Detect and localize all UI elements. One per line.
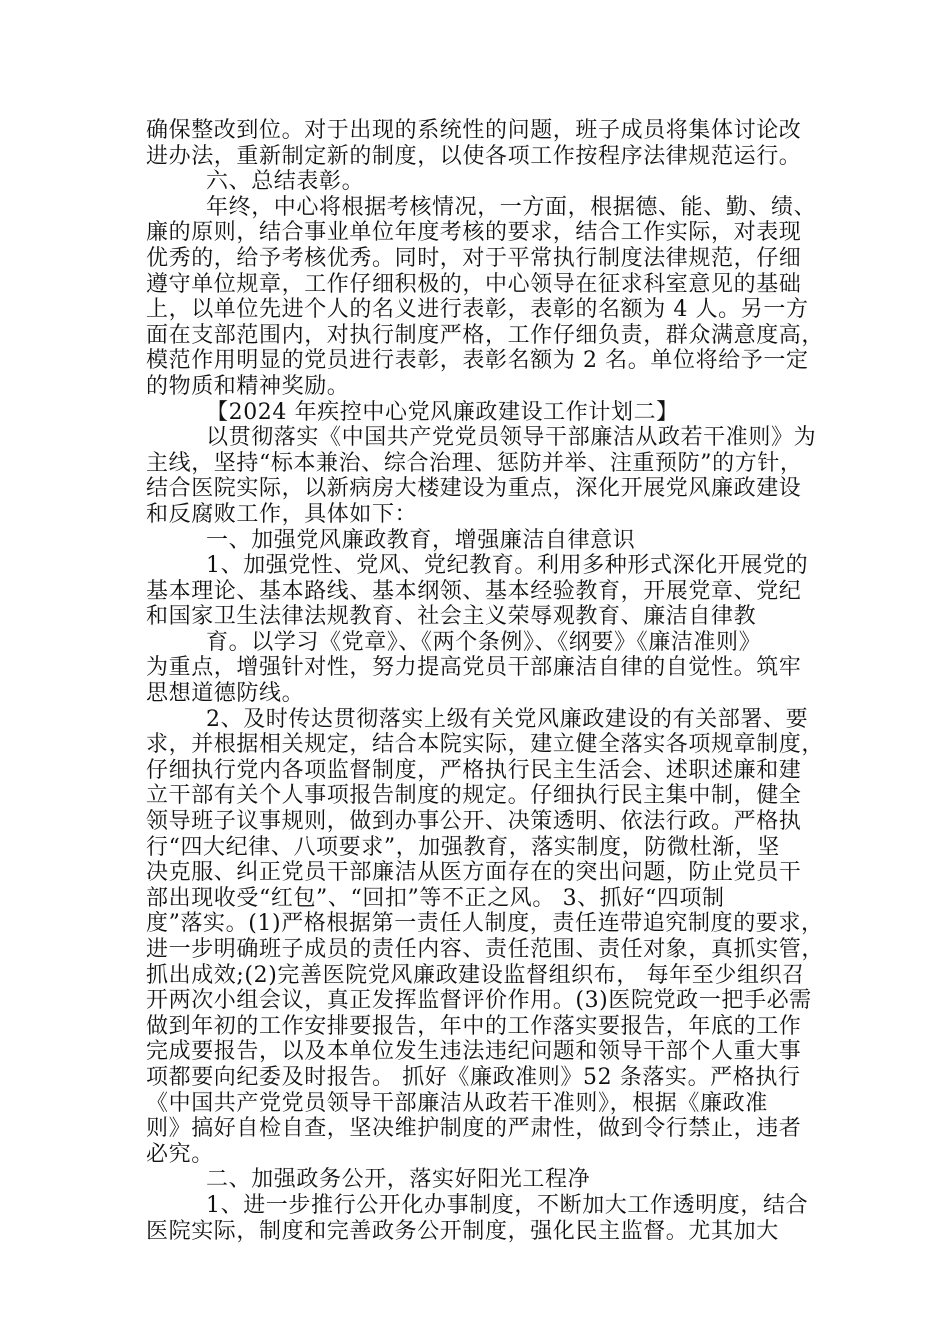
text-line: 做到年初的工作安排要报告，年中的工作落实要报告，年底的工作 bbox=[146, 1013, 802, 1039]
text-line: 育。以学习《党章》、《两个条例》、《纲要》《廉洁准则》 bbox=[206, 629, 762, 655]
text-line: 确保整改到位。对于出现的系统性的问题，班子成员将集体讨论改 bbox=[146, 118, 802, 143]
text-line: 面在支部范围内，对执行制度严格，工作仔细负责，群众满意度高， bbox=[146, 322, 825, 348]
text-line: 主线，坚持“标本兼治、综合治理、惩防并举、注重预防”的方针， bbox=[146, 450, 803, 476]
text-line: 一、加强党风廉政教育，增强廉洁自律意识 bbox=[206, 527, 636, 553]
text-line: 遵守单位规章，工作仔细积极的，中心领导在征求科室意见的基础 bbox=[146, 271, 802, 297]
text-line: 年终，中心将根据考核情况，一方面，根据德、能、勤、绩、 bbox=[206, 194, 817, 220]
text-line: 立干部有关个人事项报告制度的规定。仔细执行民主集中制，健全 bbox=[146, 783, 802, 809]
text-line: 仔细执行党内各项监督制度，严格执行民主生活会、述职述廉和建 bbox=[146, 757, 802, 783]
text-line: 进办法，重新制定新的制度，以使各项工作按程序法律规范运行。 bbox=[146, 143, 802, 169]
text-line: 的物质和精神奖励。 bbox=[146, 373, 350, 399]
text-line: 结合医院实际，以新病房大楼建设为重点，深化开展党风廉政建设 bbox=[146, 476, 802, 502]
text-line: 以贯彻落实《中国共产党党员领导干部廉洁从政若干准则》为 bbox=[206, 425, 817, 451]
text-line: 【2024 年疾控中心党风廉政建设工作计划二】 bbox=[206, 399, 679, 425]
text-line: 六、总结表彰。 bbox=[206, 169, 365, 195]
text-line: 2、及时传达贯彻落实上级有关党风廉政建设的有关部署、要 bbox=[206, 706, 809, 732]
text-line: 基本理论、基本路线、基本纲领、基本经验教育，开展党章、党纪 bbox=[146, 578, 802, 604]
text-line: 领导班子议事规则，做到办事公开、决策透明、依法行政。严格执 bbox=[146, 809, 802, 835]
text-line: 项都要向纪委及时报告。 抓好《廉政准则》52 条落实。严格执行 bbox=[146, 1064, 801, 1090]
text-line: 优秀的，给予考核优秀。同时，对于平常执行制度法律规范，仔细 bbox=[146, 245, 802, 271]
text-line: 部出现收受“红包”、“回扣”等不正之风。 3、抓好“四项制 bbox=[146, 885, 725, 911]
text-line: 进一步明确班子成员的责任内容、责任范围、责任对象，真抓实管， bbox=[146, 937, 825, 962]
text-line: 完成要报告，以及本单位发生违法违纪问题和领导干部个人重大事 bbox=[146, 1039, 802, 1065]
document-body bbox=[146, 118, 826, 1244]
text-line: 抓出成效;(2)完善医院党风廉政建设监督组织布， 每年至少组织召 bbox=[146, 962, 805, 988]
text-line: 1、加强党性、党风、党纪教育。利用多种形式深化开展党的 bbox=[206, 553, 809, 579]
text-line: 和反腐败工作，具体如下： bbox=[146, 501, 418, 527]
text-line: 1、进一步推行公开化办事制度，不断加大工作透明度，结合 bbox=[206, 1192, 809, 1218]
text-line: 医院实际，制度和完善政务公开制度，强化民主监督。尤其加大 bbox=[146, 1218, 779, 1244]
text-line: 求，并根据相关规定，结合本院实际，建立健全落实各项规章制度， bbox=[146, 732, 825, 758]
text-line: 行“四大纪律、八项要求”，加强教育，落实制度，防微杜渐，坚 bbox=[146, 834, 780, 860]
text-line: 开两次小组会议，真正发挥监督评价作用。(3)医院党政一把手必需 bbox=[146, 988, 812, 1014]
text-line: 《中国共产党党员领导干部廉洁从政若干准则》，根据《廉政准 bbox=[146, 1090, 768, 1116]
text-line: 和国家卫生法律法规教育、社会主义荣辱观教育、廉洁自律教 bbox=[146, 604, 757, 630]
text-line: 模范作用明显的党员进行表彰，表彰名额为 2 名。单位将给予一定 bbox=[146, 348, 809, 374]
text-line: 廉的原则，结合事业单位年度考核的要求，结合工作实际，对表现 bbox=[146, 220, 802, 246]
text-line: 必究。 bbox=[146, 1141, 214, 1167]
text-line: 度”落实。(1)严格根据第一责任人制度，责任连带追究制度的要求， bbox=[146, 911, 824, 937]
text-line: 上，以单位先进个人的名义进行表彰，表彰的名额为 4 人。另一方 bbox=[146, 297, 809, 323]
text-line: 决克服、纠正党员干部廉洁从医方面存在的突出问题，防止党员干 bbox=[146, 860, 802, 886]
text-line: 则》搞好自检自查，坚决维护制度的严肃性，做到令行禁止，违者 bbox=[146, 1116, 802, 1142]
text-line: 二、加强政务公开，落实好阳光工程净 bbox=[206, 1167, 591, 1193]
text-line: 为重点，增强针对性，努力提高党员干部廉洁自律的自觉性。筑牢 bbox=[146, 655, 802, 681]
text-line: 思想道德防线。 bbox=[146, 681, 305, 707]
